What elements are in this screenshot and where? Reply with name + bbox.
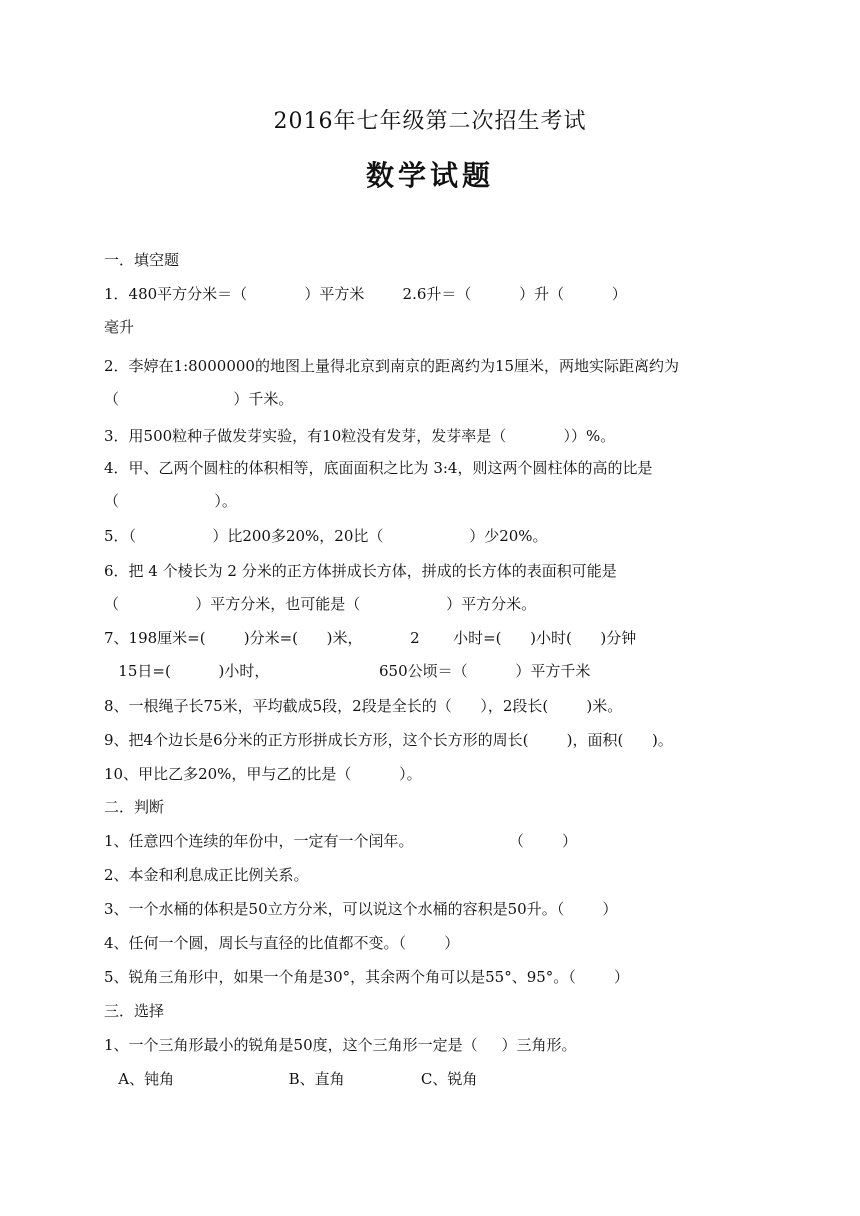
section-heading-choice: 三．选择: [104, 1002, 165, 1020]
section-heading-judge: 二．判断: [104, 798, 165, 816]
exam-title: 2016年七年级第二次招生考试: [273, 109, 587, 134]
subject-title: 数学试题: [365, 159, 494, 192]
question-line: 9、把4个边长是6分米的正方形拼成长方形，这个长方形的周长( )，面积( )。: [104, 731, 673, 749]
question-line: 3、一个水桶的体积是50立方分米，可以说这个水桶的容积是50升。（ ）: [104, 900, 618, 918]
question-line: 5、锐角三角形中，如果一个角是30°，其余两个角可以是55°、95°。（ ）: [104, 968, 629, 986]
question-line: 10、甲比乙多20%，甲与乙的比是（ ）。: [104, 765, 422, 783]
question-line: （ ）。: [104, 492, 237, 510]
question-line: 2．李婷在1:8000000的地图上量得北京到南京的距离约为15厘米，两地实际距离约为: [104, 357, 680, 375]
question-line: 1、一个三角形最小的锐角是50度，这个三角形一定是（ ）三角形。: [104, 1036, 577, 1054]
question-line: 7、198厘米=( )分米=( )米， 2 小时=( )小时( )分钟: [104, 629, 637, 647]
question-line: 1、任意四个连续的年份中，一定有一个闰年。 （ ）: [104, 832, 578, 850]
question-line: 1．480平方分米＝（ ）平方米 2.6升＝（ ）升（ ）: [104, 285, 627, 303]
question-line: 4．甲、乙两个圆柱的体积相等，底面面积之比为 3:4，则这两个圆柱体的高的比是: [104, 459, 653, 477]
question-line: 5．（ ）比200多20%，20比（ ）少20%。: [104, 527, 548, 545]
question-line: 毫升: [104, 318, 135, 336]
question-line: 8、一根绳子长75米，平均截成5段，2段是全长的（ ），2段长( )米。: [104, 697, 623, 715]
question-line: 4、任何一个圆，周长与直径的比值都不变。（ ）: [104, 934, 460, 952]
section-heading-fill-blank: 一．填空题: [104, 251, 180, 269]
answer-options: A、钝角 B、直角 C、锐角: [104, 1070, 478, 1088]
question-line: 2、本金和利息成正比例关系。: [104, 866, 309, 884]
question-line: 6．把 4 个棱长为 2 分米的正方体拼成长方体，拼成的长方体的表面积可能是: [104, 562, 617, 580]
question-line: 3．用500粒种子做发芽实验，有10粒没有发芽，发芽率是（ ））%。: [104, 427, 616, 445]
question-line: （ ）平方分米，也可能是（ ）平方分米。: [104, 595, 537, 613]
question-line: （ ）千米。: [104, 390, 294, 408]
question-line: 15日=( )小时， 650公顷＝（ ）平方千米: [104, 662, 591, 680]
